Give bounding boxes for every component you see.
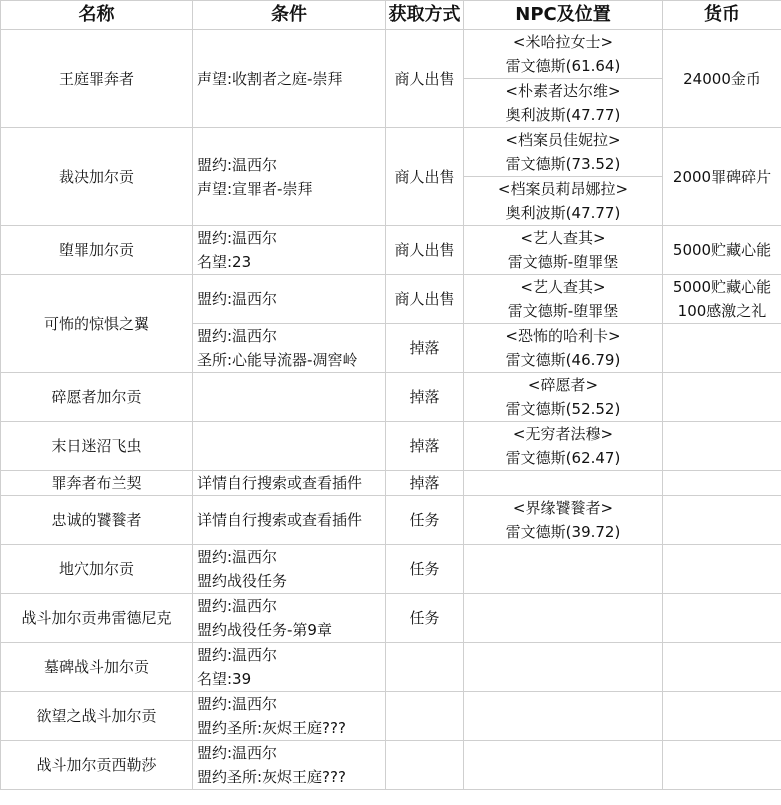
currency-cell <box>663 643 781 692</box>
currency-cell <box>663 545 781 594</box>
condition-line: 盟约:温西尔 <box>197 744 278 762</box>
npc-cell <box>464 226 663 275</box>
npc-location: 雷文德斯-堕罪堡 <box>507 302 619 320</box>
condition-cell <box>193 275 386 324</box>
npc-cell <box>464 692 663 741</box>
method-cell: 掉落 <box>386 373 464 422</box>
condition-line: 盟约:温西尔 <box>197 155 278 174</box>
npc-name: <档案员莉昂娜拉> <box>497 180 629 198</box>
condition-line: 盟约:温西尔 <box>197 327 278 345</box>
header-name: 名称 <box>1 1 193 30</box>
mount-name: 王庭罪奔者 <box>1 30 193 128</box>
npc-cell <box>464 741 663 790</box>
method-cell: 掉落 <box>386 324 464 373</box>
condition-line: 盟约圣所:灰烬王庭??? <box>197 768 346 786</box>
currency-cell <box>663 275 781 324</box>
currency-cell <box>663 496 781 545</box>
method-cell: 任务 <box>386 545 464 594</box>
mount-name: 裁决加尔贡 <box>1 128 193 226</box>
table-row <box>1 594 781 643</box>
npc-cell <box>464 30 663 79</box>
npc-name: <界缘饕餮者> <box>512 499 614 517</box>
currency-line: 100感激之礼 <box>677 302 767 320</box>
method-cell: 掉落 <box>386 422 464 471</box>
condition-line: 盟约战役任务-第9章 <box>197 621 332 639</box>
method-cell: 商人出售 <box>386 128 464 226</box>
mount-name: 末日迷沼飞虫 <box>1 422 193 471</box>
npc-cell <box>464 643 663 692</box>
mount-name: 地穴加尔贡 <box>1 545 193 594</box>
mount-name: 罪奔者布兰契 <box>1 471 193 496</box>
condition-cell <box>193 422 386 471</box>
method-cell: 商人出售 <box>386 226 464 275</box>
table-row <box>1 226 781 275</box>
header-row <box>1 1 781 30</box>
npc-cell <box>464 79 663 128</box>
npc-cell <box>464 496 663 545</box>
npc-cell <box>464 128 663 177</box>
currency-cell <box>663 324 781 373</box>
condition-cell <box>193 128 386 226</box>
condition-cell <box>193 545 386 594</box>
currency-line: 5000贮藏心能 <box>672 278 772 296</box>
npc-location: 雷文德斯(61.64) <box>505 57 621 75</box>
condition-line: 盟约:温西尔 <box>197 548 278 566</box>
condition-cell <box>193 226 386 275</box>
condition-line: 盟约:温西尔 <box>197 646 278 664</box>
npc-location: 奥利波斯(47.77) <box>505 106 621 124</box>
condition-line: 名望:23 <box>197 253 252 271</box>
npc-name: <艺人查其> <box>520 229 606 247</box>
condition-cell <box>193 692 386 741</box>
npc-location: 雷文德斯-堕罪堡 <box>507 253 619 271</box>
npc-name: <碎愿者> <box>527 376 599 394</box>
npc-location: 奥利波斯(47.77) <box>505 204 621 222</box>
currency-cell <box>663 692 781 741</box>
npc-name: <无穷者法穆> <box>512 425 614 443</box>
currency-cell <box>663 373 781 422</box>
condition-line: 盟约:温西尔 <box>197 597 278 615</box>
method-cell: 掉落 <box>386 471 464 496</box>
mount-name: 墓碑战斗加尔贡 <box>1 643 193 692</box>
condition-cell <box>193 373 386 422</box>
npc-cell <box>464 373 663 422</box>
condition-cell <box>193 324 386 373</box>
condition-line: 盟约:温西尔 <box>197 695 278 713</box>
condition-cell <box>193 594 386 643</box>
method-cell <box>386 692 464 741</box>
table-row <box>1 471 781 496</box>
npc-cell <box>464 324 663 373</box>
table-row <box>1 741 781 790</box>
npc-name: <艺人查其> <box>520 278 606 296</box>
npc-location: 雷文德斯(62.47) <box>505 449 621 467</box>
condition-line: 声望:收割者之庭-崇拜 <box>197 69 343 88</box>
table-row <box>1 545 781 594</box>
condition-line: 名望:39 <box>197 670 252 688</box>
method-cell: 任务 <box>386 496 464 545</box>
npc-name: <朴素者达尔维> <box>505 82 621 100</box>
condition-cell: 详情自行搜索或查看插件 <box>193 496 386 545</box>
npc-cell <box>464 545 663 594</box>
condition-line: 盟约圣所:灰烬王庭??? <box>197 719 346 737</box>
currency-cell <box>663 471 781 496</box>
currency-cell: 2000罪碑碎片 <box>663 128 781 226</box>
header-condition: 条件 <box>193 1 386 30</box>
npc-name: <恐怖的哈利卡> <box>505 327 621 345</box>
condition-line: 声望:宣罪者-崇拜 <box>197 179 313 198</box>
method-cell: 任务 <box>386 594 464 643</box>
header-method: 获取方式 <box>386 1 464 30</box>
npc-name: <档案员佳妮拉> <box>505 131 621 149</box>
condition-line: 盟约:温西尔 <box>197 290 278 308</box>
npc-cell <box>464 471 663 496</box>
condition-line: 盟约战役任务 <box>197 572 288 590</box>
table-row <box>1 373 781 422</box>
npc-name: <米哈拉女士> <box>512 33 614 51</box>
npc-location: 雷文德斯(52.52) <box>505 400 621 418</box>
mount-name: 堕罪加尔贡 <box>1 226 193 275</box>
currency-cell <box>663 741 781 790</box>
condition-line: 圣所:心能导流器-凋窖岭 <box>197 351 358 369</box>
table-row <box>1 643 781 692</box>
mount-name: 忠诚的饕餮者 <box>1 496 193 545</box>
condition-cell: 详情自行搜索或查看插件 <box>193 471 386 496</box>
npc-location: 雷文德斯(73.52) <box>505 155 621 173</box>
table-row <box>1 422 781 471</box>
table-row <box>1 275 781 324</box>
currency-cell: 5000贮藏心能 <box>663 226 781 275</box>
table-row <box>1 128 781 177</box>
currency-cell: 24000金币 <box>663 30 781 128</box>
condition-cell <box>193 643 386 692</box>
mount-name: 可怖的惊惧之翼 <box>1 275 193 373</box>
condition-cell <box>193 30 386 128</box>
table-row <box>1 496 781 545</box>
npc-location: 雷文德斯(46.79) <box>505 351 621 369</box>
method-cell <box>386 643 464 692</box>
condition-cell <box>193 741 386 790</box>
mount-name: 战斗加尔贡弗雷德尼克 <box>1 594 193 643</box>
method-cell: 商人出售 <box>386 275 464 324</box>
condition-line: 盟约:温西尔 <box>197 229 278 247</box>
npc-cell <box>464 422 663 471</box>
table-row <box>1 692 781 741</box>
header-npc-location: NPC及位置 <box>464 1 663 30</box>
method-cell <box>386 741 464 790</box>
header-currency: 货币 <box>663 1 781 30</box>
npc-cell <box>464 594 663 643</box>
table-row <box>1 30 781 79</box>
mount-name: 碎愿者加尔贡 <box>1 373 193 422</box>
currency-cell <box>663 422 781 471</box>
mount-name: 战斗加尔贡西勒莎 <box>1 741 193 790</box>
npc-location: 雷文德斯(39.72) <box>505 523 621 541</box>
method-cell: 商人出售 <box>386 30 464 128</box>
currency-cell <box>663 594 781 643</box>
npc-cell <box>464 275 663 324</box>
npc-cell <box>464 177 663 226</box>
mount-name: 欲望之战斗加尔贡 <box>1 692 193 741</box>
